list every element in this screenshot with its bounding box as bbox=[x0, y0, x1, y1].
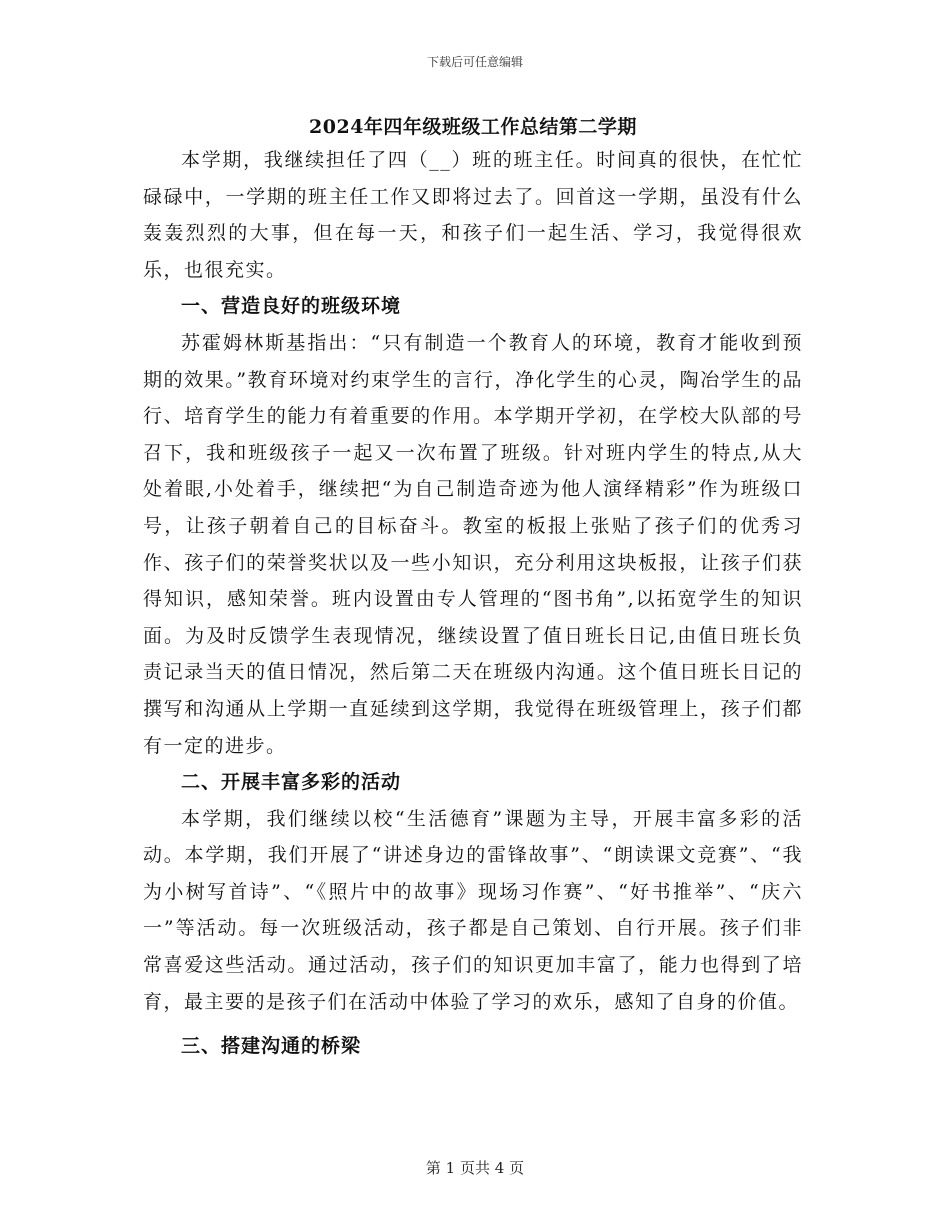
section-heading-3: 三、搭建沟通的桥梁 bbox=[181, 1035, 362, 1058]
document-body bbox=[143, 112, 803, 1065]
intro-paragraph: 本学期，我继续担任了四（__）班的班主任。时间真的很快，在忙忙碌碌中，一学期的班主任工作又即将过去了。回首这一学期，虽没有什么轰轰烈烈的大事，但在每一天，和孩子们一起生活、学习，我觉得很欢乐，也很充实。 bbox=[143, 149, 803, 281]
page-header-note: 下载后可任意编辑 bbox=[426, 55, 523, 69]
section-heading-2: 二、开展丰富多彩的活动 bbox=[181, 771, 402, 794]
document-title: 2024年四年级班级工作总结第二学期 bbox=[309, 116, 637, 138]
page-footer-number: 第 1 页共 4 页 bbox=[425, 1159, 525, 1177]
section-paragraph-2: 本学期，我们继续以校“生活德育”课题为主导，开展丰富多彩的活动。本学期，我们开展了“讲述身边的雷锋故事”、“朗读课文竞赛”、“我为小树写首诗”、“《照片中的故事》现场习作赛”、“好书推举”、“庆六一”等活动。每一次班级活动，孩子都是自己策划、自行开展。孩子们非常喜爱这些活动。通过活动，孩子们的知识更加丰富了，能力也得到了培育，最主要的是孩子们在活动中体验了学习的欢乐，感知了自身的价值。 bbox=[143, 807, 803, 1013]
section-heading-1: 一、营造良好的班级环境 bbox=[181, 295, 402, 318]
section-paragraph-1: 苏霍姆林斯基指出：“只有制造一个教育人的环境，教育才能收到预期的效果。”教育环境对约束学生的言行，净化学生的心灵，陶冶学生的品行、培育学生的能力有着重要的作用。本学期开学初，在学校大队部的号召下，我和班级孩子一起又一次布置了班级。针对班内学生的特点,从大处着眼,小处着手，继续把“为自己制造奇迹为他人演绎精彩”作为班级口号，让孩子朝着自己的目标奋斗。教室的板报上张贴了孩子们的优秀习作、孩子们的荣誉奖状以及一些小知识，充分利用这块板报，让孩子们获得知识，感知荣誉。班内设置由专人管理的“图书角”,以拓宽学生的知识面。为及时反馈学生表现情况，继续设置了值日班长日记,由值日班长负责记录当天的值日情况，然后第二天在班级内沟通。这个值日班长日记的撰写和沟通从上学期一直延续到这学期，我觉得在班级管理上，孩子们都有一定的进步。 bbox=[143, 331, 803, 757]
